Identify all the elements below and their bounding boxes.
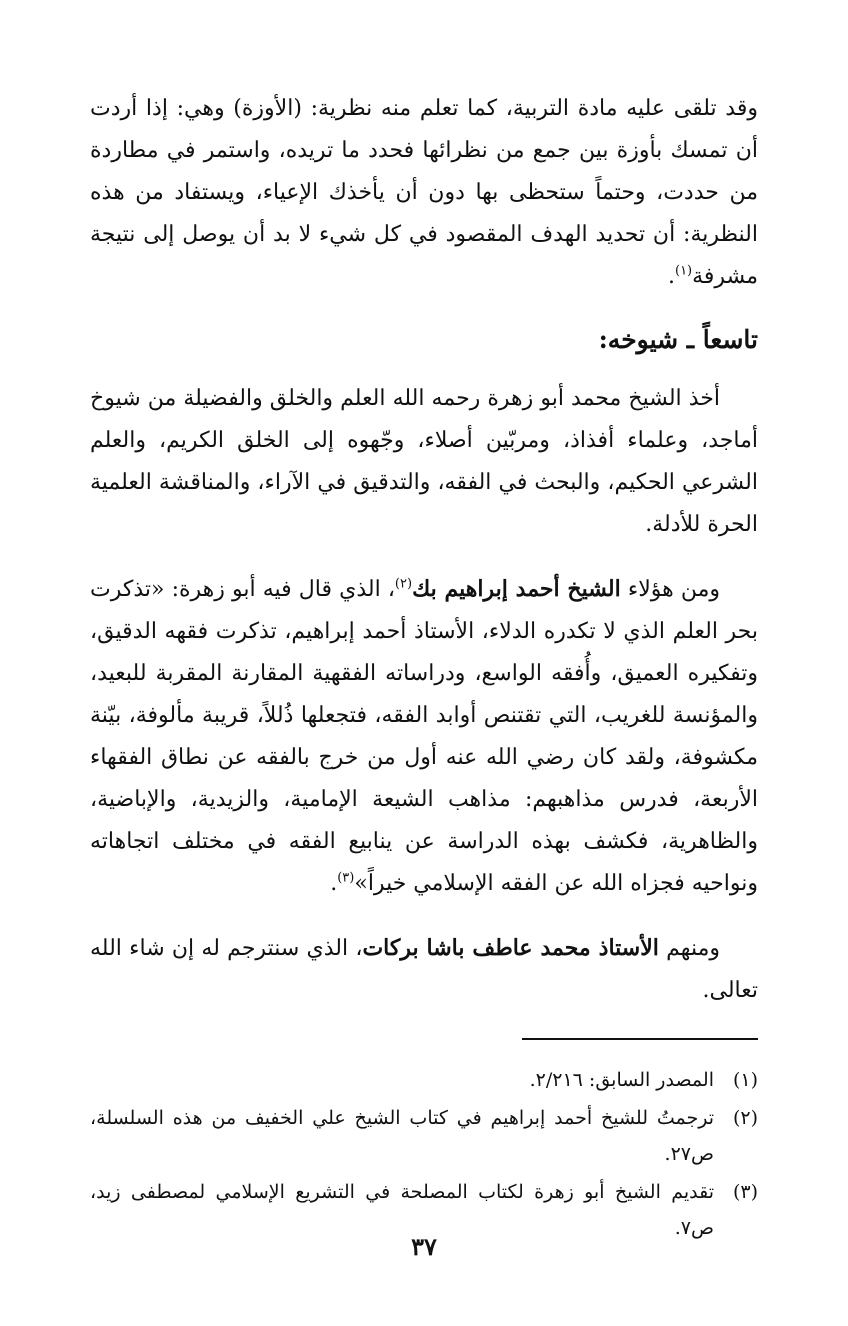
teacher-name-bold: الأستاذ محمد عاطف باشا بركات: [362, 935, 659, 961]
footnote-number: (٢): [732, 1107, 758, 1129]
footnote-ref-2[interactable]: (٢): [394, 576, 413, 592]
paragraph-goose-theory: [90, 88, 758, 298]
footnote-item: [90, 1100, 758, 1172]
page-number: ٣٧: [411, 1232, 437, 1261]
paragraph-text: ، الذي سنترجم له إن شاء الله تعالى.: [90, 936, 758, 1003]
footnotes: [90, 1062, 758, 1246]
teacher-name-bold: الشيخ أحمد إبراهيم بك: [412, 576, 621, 602]
footnote-number: (١): [732, 1069, 758, 1091]
paragraph-teachers-intro: أخذ الشيخ محمد أبو زهرة رحمه الله العلم والخلق والفضيلة من شيوخ أماجد، وعلماء أفذاذ، ومربّين أصلاء، وجّهوه إلى الخلق الكريم، والعلم الشرعي الحكيم، والبحث في الفقه، والتدقيق في الآراء، والمناقشة العلمية الحرة للأدلة.: [90, 386, 758, 537]
footnote-number: (٣): [732, 1181, 758, 1203]
paragraph-ahmed-ibrahim: [90, 568, 758, 905]
footnote-text: المصدر السابق: ٢/٢١٦.: [529, 1069, 714, 1091]
footnote-text: ترجمتُ للشيخ أحمد إبراهيم في كتاب الشيخ علي الخفيف من هذه السلسلة، ص٢٧.: [90, 1107, 714, 1165]
paragraph-atef-barakat: [90, 927, 758, 1012]
paragraph-lead: ومنهم: [666, 936, 720, 961]
footnote-divider: [522, 1038, 758, 1040]
footnote-text: تقديم الشيخ أبو زهرة لكتاب المصلحة في التشريع الإسلامي لمصطفى زيد، ص٧.: [90, 1181, 715, 1239]
paragraph-text: ، الذي قال فيه أبو زهرة: «تذكرت بحر العلم الذي لا تكدره الدلاء، الأستاذ أحمد إبراهيم، تذكرت فقهه الدقيق، وتفكيره العميق، وأُفقه الواسع، ودراساته الفقهية المقارنة المقربة للبعيد، والمؤنسة للغريب، التي تقتنص أوابد الفقه، فتجعلها ذُللاً، قريبة مألوفة، بيّنة مكشوفة، ولقد كان رضي الله عنه أول من خرج بالفقه عن نطاق الفقهاء الأربعة، فدرس مذاهبهم: مذاهب الشيعة الإمامية، والزيدية، والإباضية، والظاهرية، فكشف بهذه الدراسة عن ينابيع الفقه في مختلف اتجاهاته ونواحيه فجزاه الله عن الفقه الإسلامي خيراً»: [90, 577, 758, 896]
paragraph-end: .: [667, 264, 675, 289]
paragraph-lead: ومن هؤلاء: [627, 577, 720, 602]
footnote-ref-1[interactable]: (١): [674, 263, 693, 279]
footnote-item: [90, 1062, 758, 1098]
footnote-ref-3[interactable]: (٣): [337, 870, 355, 886]
paragraph-end: .: [330, 871, 338, 896]
section-heading: تاسعاً ـ شيوخه:: [598, 325, 758, 354]
paragraph-text: وقد تلقى عليه مادة التربية، كما تعلم منه نظرية: (الأوزة) وهي: إذا أردت أن تمسك بأوزة بين جمع من نظرائها فحدد ما تريده، واستمر في مطاردة من حددت، وحتماً ستحظى بها دون أن يأخذك الإعياء، ويستفاد من هذه النظرية: أن تحديد الهدف المقصود في كل شيء لا بد أن يوصل إلى نتيجة مشرفة: [90, 96, 758, 289]
